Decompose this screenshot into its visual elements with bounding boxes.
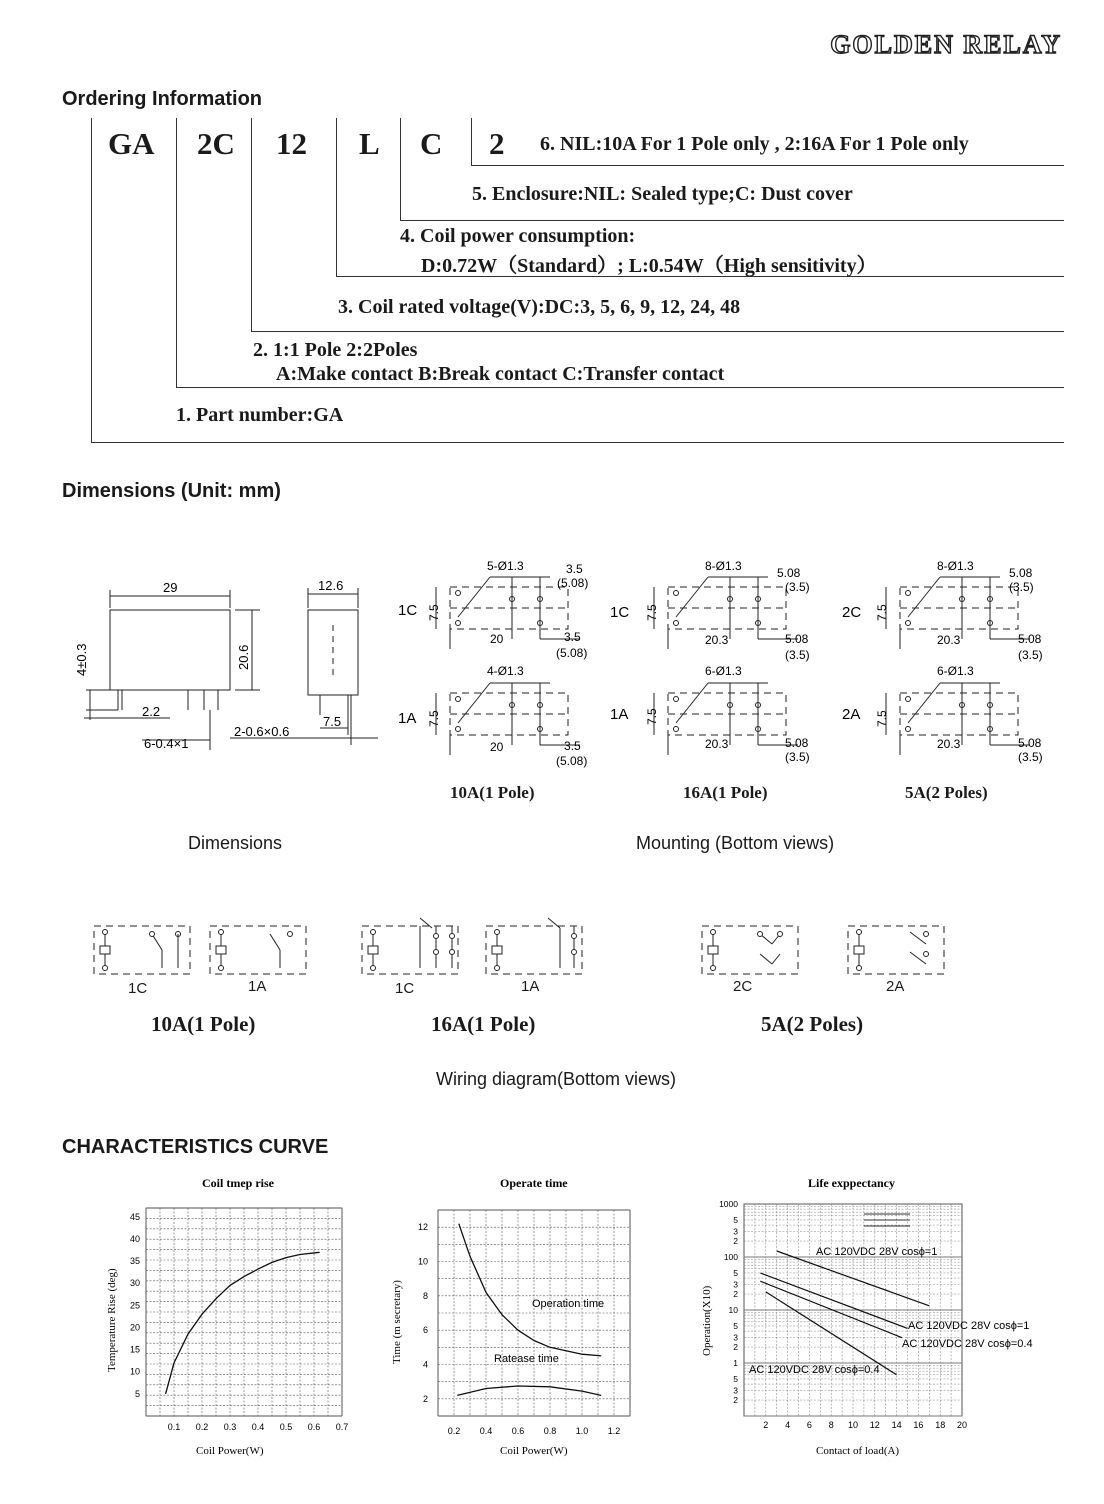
chart1-series-line	[166, 1252, 320, 1394]
chart1-xticks	[168, 1422, 349, 1432]
wire-5a-2c	[702, 926, 798, 974]
mount-5-08-1a: (5.08)	[556, 754, 588, 768]
code-contact: 2C	[197, 126, 235, 161]
brand-logo: GOLDEN RELAY	[830, 30, 1062, 59]
bracket-3	[251, 118, 252, 331]
wire-label-4: 1A	[521, 978, 540, 995]
mount-label-16a-1c: 1C	[610, 604, 630, 621]
code-current: 2	[489, 126, 505, 161]
line-6	[471, 165, 1064, 166]
chart2-title: Operate time	[500, 1176, 568, 1190]
chart1-xtick: 0.5	[279, 1422, 293, 1432]
wire-label-6: 2A	[886, 978, 905, 995]
chart1-title: Coil tmep rise	[202, 1176, 274, 1190]
mount-7-5-b: 7.5	[427, 710, 441, 727]
chart1-ytick: 40	[129, 1233, 140, 1244]
chart2-ytick: 12	[417, 1222, 428, 1233]
chart2-ytick: 10	[417, 1256, 428, 1267]
chart2-xlabel: Coil Power(W)	[500, 1445, 568, 1457]
mount-caption-10a: 10A(1 Pole)	[450, 783, 535, 802]
chart3-ytick: 3	[733, 1279, 738, 1290]
mount-label-5a-2a: 2A	[842, 706, 861, 723]
chart1-xtick: 0.2	[195, 1422, 209, 1432]
mount-5-08-5a-2a: 5.08	[1018, 736, 1042, 750]
wiring-diagrams	[80, 912, 960, 982]
chart2-xtick: 1.2	[607, 1426, 621, 1436]
chart1-ytick: 20	[129, 1322, 140, 1333]
chart1-ytick: 30	[129, 1278, 140, 1289]
wire-label-5: 2C	[733, 978, 753, 995]
wire-group-10a: 10A(1 Pole)	[151, 1012, 256, 1036]
mount-holes-16a-1a: 6-Ø1.3	[705, 664, 742, 678]
code-part: GA	[108, 126, 155, 161]
chart1-xtick: 0.7	[335, 1422, 349, 1432]
mount-7-5-f: 7.5	[875, 710, 889, 727]
mount-7-5-c: 7.5	[645, 604, 659, 621]
chart2-ytick: 6	[422, 1325, 428, 1336]
chart3-ytick: 5	[733, 1214, 738, 1225]
wire-label-1: 1C	[128, 980, 148, 997]
wiring-caption: Wiring diagram(Bottom views)	[436, 1069, 677, 1089]
ordering-item-1: 1. Part number:GA	[176, 404, 344, 426]
chart-coil-temp-rise	[100, 1172, 360, 1462]
code-voltage: 12	[276, 126, 307, 161]
mount-3-5p-16a-top: (3.5)	[785, 580, 810, 594]
mount-5-08-5a-bot: 5.08	[1018, 632, 1042, 646]
bracket-4	[336, 118, 337, 276]
chart3-xtick: 10	[847, 1420, 859, 1430]
relay-front-outline	[110, 610, 230, 690]
wire-group-16a: 16A(1 Pole)	[431, 1012, 536, 1036]
wire-5a-2a	[848, 926, 944, 974]
mount-caption-16a: 16A(1 Pole)	[683, 783, 768, 802]
chart1-xlabel: Coil Power(W)	[196, 1445, 264, 1457]
chart3-ytick: 5	[733, 1320, 738, 1331]
dim-20-6: 20.6	[236, 644, 251, 670]
mount-3-5p-16a-bot: (3.5)	[785, 648, 810, 662]
mount-3-5p-5a-top: (3.5)	[1009, 580, 1034, 594]
code-enclosure: C	[420, 126, 443, 161]
mount-20-10a-1a: 20	[490, 740, 504, 754]
chart2-ytick: 2	[422, 1393, 428, 1404]
chart3-ytick: 2	[733, 1236, 738, 1247]
mount-3-5p-5a-bot: (3.5)	[1018, 648, 1043, 662]
mount-3-5-1a: 3.5	[564, 739, 581, 753]
mount-holes-5a-2c: 8-Ø1.3	[937, 559, 974, 573]
chart2-xtick: 0.8	[543, 1426, 557, 1436]
chart2-yticks	[418, 1222, 428, 1404]
mount-5-08-16a-bot: 5.08	[785, 632, 809, 646]
chart3-xtick: 20	[956, 1420, 968, 1430]
chart1-ytick: 45	[129, 1211, 140, 1222]
ordering-item-5: 5. Enclosure:NIL: Sealed type;C: Dust cover	[472, 183, 853, 205]
mount-7-5-e: 7.5	[875, 604, 889, 621]
chart2-ylabel: Time (m secretary)	[391, 1280, 403, 1364]
mount-caption-5a: 5A(2 Poles)	[905, 783, 988, 802]
ordering-item-3: 3. Coil rated voltage(V):DC:3, 5, 6, 9, 12, 24, 48	[338, 296, 741, 318]
chart3-ytick: 10	[728, 1305, 738, 1315]
chart2-annotation-release: Ratease time	[494, 1353, 559, 1365]
chart3-ytick: 3	[733, 1385, 738, 1396]
chart2-annotation-operation: Operation time	[532, 1298, 605, 1310]
ordering-item-2-line2: A:Make contact B:Break contact C:Transfer contact	[276, 363, 725, 385]
chart3-ytick: 2	[733, 1289, 738, 1300]
mount-label-5a-2c: 2C	[842, 604, 862, 621]
chart1-grid	[146, 1208, 342, 1416]
mount-20-3-5a-2c: 20.3	[937, 633, 961, 647]
line-5	[400, 220, 1064, 221]
chart3-annotation-3: AC 120VDC 28V cosϕ=0.4	[902, 1338, 1033, 1350]
mount-3-5p-16a-1a: (3.5)	[785, 750, 810, 764]
ordering-title: Ordering Information	[62, 88, 262, 110]
wire-16a-1c	[362, 926, 458, 974]
chart3-ytick: 5	[733, 1373, 738, 1384]
ordering-item-6: 6. NIL:10A For 1 Pole only , 2:16A For 1 Pole only	[540, 133, 969, 155]
chart3-xtick: 6	[806, 1420, 812, 1430]
chart2-xtick: 0.2	[447, 1426, 461, 1436]
chart3-series-line-2	[760, 1273, 907, 1328]
code-power: L	[359, 126, 380, 161]
chart3-annotation-4: AC 120VDC 28V cosϕ=0.4	[749, 1364, 880, 1376]
mount-5-08-bot: (5.08)	[556, 646, 588, 660]
chart3-xtick: 16	[913, 1420, 924, 1430]
chart3-xlabel: Contact of load(A)	[816, 1445, 900, 1457]
chart3-title: Life exppectancy	[808, 1176, 895, 1190]
chart3-xticks	[763, 1420, 967, 1430]
dimensions-caption: Dimensions	[188, 833, 283, 853]
chart3-ytick: 3	[733, 1226, 738, 1237]
mount-7-5-a: 7.5	[427, 604, 441, 621]
chart1-ytick: 15	[129, 1344, 140, 1355]
chart1-ylabel: Temperature Rise (deg)	[106, 1268, 118, 1372]
dim-7-5: 7.5	[323, 714, 342, 729]
chart2-ytick: 8	[422, 1290, 428, 1301]
chart1-yticks	[130, 1212, 140, 1399]
bracket-6	[471, 118, 472, 165]
mount-20-3-16a-1c: 20.3	[705, 633, 729, 647]
chart1-xtick: 0.3	[223, 1422, 237, 1432]
mount-holes-16a-1c: 8-Ø1.3	[705, 559, 742, 573]
chart3-ytick: 100	[723, 1252, 738, 1262]
mount-3-5p-5a-2a: (3.5)	[1018, 750, 1043, 764]
line-3	[251, 331, 1064, 332]
ordering-item-2-line1: 2. 1:1 Pole 2:2Poles	[253, 339, 418, 361]
chart2-series-release	[457, 1386, 601, 1395]
chart-operate-time	[380, 1172, 650, 1462]
characteristics-title: CHARACTERISTICS CURVE	[62, 1136, 329, 1158]
chart3-ytick: 1000	[719, 1199, 738, 1209]
wire-label-3: 1C	[395, 980, 415, 997]
chart3-ytick: 2	[733, 1342, 738, 1353]
ordering-item-4-line2: D:0.72W（Standard）; L:0.54W（High sensitivity）	[421, 255, 877, 277]
bracket-5	[400, 118, 401, 220]
line-2	[176, 387, 1064, 388]
chart3-ytick: 5	[733, 1267, 738, 1278]
mount-20-3-16a-1a: 20.3	[705, 737, 729, 751]
chart2-xtick: 0.4	[479, 1426, 493, 1436]
mount-20-10a-1c: 20	[490, 632, 504, 646]
dimensions-title: Dimensions (Unit: mm)	[62, 480, 281, 502]
chart2-xtick: 0.6	[511, 1426, 525, 1436]
mount-7-5-d: 7.5	[645, 708, 659, 725]
mount-label-10a-1c: 1C	[398, 602, 418, 619]
chart1-xtick: 0.6	[307, 1422, 321, 1432]
chart2-series-operation	[459, 1224, 601, 1356]
chart3-grid	[744, 1204, 962, 1416]
mount-holes-5a-2a: 6-Ø1.3	[937, 664, 974, 678]
mount-holes-10a-1a: 4-Ø1.3	[487, 664, 524, 678]
chart3-xtick: 12	[869, 1420, 880, 1430]
ordering-item-4-line1: 4. Coil power consumption:	[400, 225, 636, 247]
mount-5-08-16a-top: 5.08	[777, 566, 801, 580]
chart2-ytick: 4	[422, 1359, 428, 1370]
chart1-xtick: 0.4	[251, 1422, 265, 1432]
chart1-xtick: 0.1	[167, 1422, 181, 1432]
dim-29: 29	[163, 580, 178, 595]
chart3-ytick: 1	[733, 1358, 738, 1368]
chart3-xtick: 4	[785, 1420, 791, 1430]
mount-holes-10a-1c: 5-Ø1.3	[487, 559, 524, 573]
bracket-1	[91, 118, 92, 442]
bracket-2	[176, 118, 177, 387]
mount-3-5-bot: 3.5	[564, 630, 581, 644]
mount-label-16a-1a: 1A	[610, 706, 629, 723]
mount-5-08-16a-1a: 5.08	[785, 736, 809, 750]
chart3-annotation-2: AC 120VDC 28V cosϕ=1	[908, 1320, 1030, 1332]
mount-20-3-5a-2a: 20.3	[937, 737, 961, 751]
chart3-ylabel: Operation(X10)	[701, 1285, 713, 1356]
dim-pins-2: 2-0.6×0.6	[234, 724, 290, 739]
chart1-ytick: 35	[129, 1256, 140, 1267]
chart3-ytick: 2	[733, 1395, 738, 1406]
chart1-ytick: 5	[134, 1388, 140, 1399]
chart1-ytick: 25	[129, 1300, 140, 1311]
chart2-grid	[438, 1210, 630, 1416]
chart2-xticks	[448, 1426, 621, 1436]
chart3-xtick: 8	[828, 1420, 834, 1430]
chart2-xtick: 1.0	[575, 1426, 589, 1436]
chart-life-expectancy	[696, 1172, 1068, 1462]
chart3-xtick: 18	[935, 1420, 946, 1430]
wire-16a-1a	[486, 926, 582, 974]
chart3-ytick: 3	[733, 1332, 738, 1343]
chart1-ytick: 10	[129, 1366, 140, 1377]
wire-label-2: 1A	[248, 978, 267, 995]
chart3-yticks	[719, 1199, 738, 1405]
dim-2-2: 2.2	[142, 704, 161, 719]
mounting-caption: Mounting (Bottom views)	[636, 833, 835, 853]
line-1	[91, 442, 1064, 443]
dim-4: 4±0.3	[74, 643, 89, 676]
chart3-annotation-1: AC 120VDC 28V cosϕ=1	[816, 1246, 938, 1258]
wire-group-5a: 5A(2 Poles)	[761, 1012, 864, 1036]
chart3-series-lines	[760, 1251, 929, 1375]
mount-5-08-5a-top: 5.08	[1009, 566, 1033, 580]
mount-label-10a-1a: 1A	[398, 710, 417, 727]
dim-12-6: 12.6	[318, 578, 344, 593]
mounting-drawings	[392, 555, 1072, 770]
chart3-xtick: 2	[763, 1420, 769, 1430]
mount-3-5-top: 3.5	[566, 562, 583, 576]
relay-dimension-drawing	[60, 570, 390, 760]
chart3-xtick: 14	[891, 1420, 902, 1430]
mount-5-08-top: (5.08)	[557, 576, 589, 590]
dim-pins-6: 6-0.4×1	[144, 736, 189, 751]
mount-10a-1a	[436, 683, 580, 755]
